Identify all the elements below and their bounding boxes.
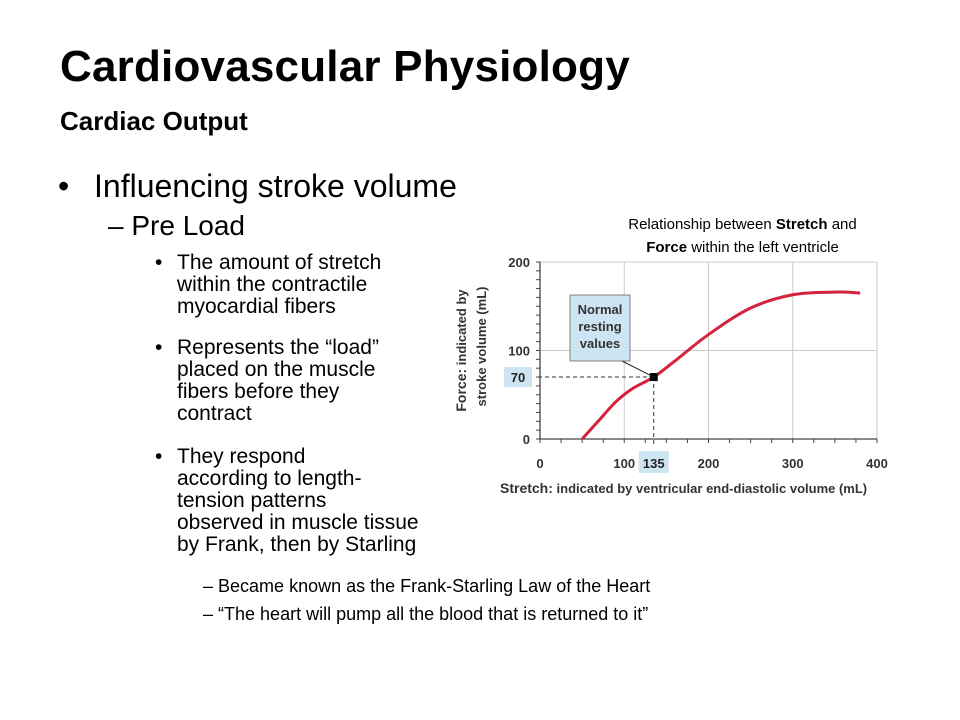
y-tick-label: 0 — [522, 432, 530, 447]
y-axis-title-line-2: stroke volume (mL) — [474, 286, 489, 407]
x-axis-title: Stretch: indicated by ventricular end-diastolic volume (mL) — [500, 480, 868, 496]
dash-marker: – — [108, 210, 124, 241]
bullet-line: tension patterns — [177, 489, 327, 512]
bullet-line: observed in muscle tissue — [177, 511, 419, 534]
callout-text: resting — [578, 319, 622, 334]
bullet-dot: • — [155, 336, 163, 359]
y-tick-label: 100 — [508, 343, 530, 359]
y-tick-label-highlight: 70 — [510, 370, 526, 386]
dash-marker: – — [203, 604, 214, 624]
caption-line-1: Relationship between Stretch and — [628, 216, 857, 233]
bullet-line: by Frank, then by Starling — [177, 533, 417, 556]
bullet-line: fibers before they — [177, 380, 340, 403]
bullet-line: according to length- — [177, 467, 362, 490]
bullet-heart-will-pump — [203, 604, 648, 625]
callout-text: Normal — [577, 302, 623, 317]
frank-starling-chart — [440, 240, 960, 510]
y-axis-title-line-1: Force: indicated by — [453, 289, 469, 412]
bullet-text: Pre Load — [131, 210, 245, 241]
x-tick-label-highlight: 135 — [642, 456, 665, 471]
bullet-line: myocardial fibers — [177, 295, 336, 318]
bullet-line: They respond — [177, 445, 306, 468]
caption-line-2: Force within the left ventricle — [646, 239, 839, 256]
bullet-dot: • — [155, 251, 163, 274]
dash-marker: – — [203, 576, 214, 596]
x-tick-label: 0 — [536, 456, 544, 471]
slide-subtitle: Cardiac Output — [60, 106, 248, 136]
bullet-dot: • — [155, 445, 163, 468]
bullet-pre-load — [108, 210, 245, 242]
bullet-text: “The heart will pump all the blood that is returned to it” — [218, 604, 649, 624]
x-tick-label: 100 — [613, 456, 636, 471]
bullet-frank-starling-law — [203, 576, 650, 597]
bullet-line: placed on the muscle — [177, 358, 376, 381]
y-tick-label: 200 — [508, 255, 530, 270]
bullet-dot: • — [58, 168, 70, 204]
bullet-line: within the contractile — [177, 273, 368, 296]
slide-title: Cardiovascular Physiology — [60, 42, 630, 91]
x-tick-label: 400 — [866, 456, 888, 471]
bullet-text: Became known as the Frank-Starling Law of the Heart — [218, 576, 651, 596]
callout-leader-line — [622, 361, 654, 377]
bullet-line: The amount of stretch — [177, 251, 382, 274]
bullet-text: Influencing stroke volume — [94, 168, 457, 204]
bullet-line: contract — [177, 402, 252, 425]
bullet-line: Represents the “load” — [177, 336, 379, 359]
x-tick-label: 300 — [781, 456, 804, 471]
x-tick-label: 200 — [697, 456, 720, 471]
callout-text: values — [579, 336, 621, 351]
